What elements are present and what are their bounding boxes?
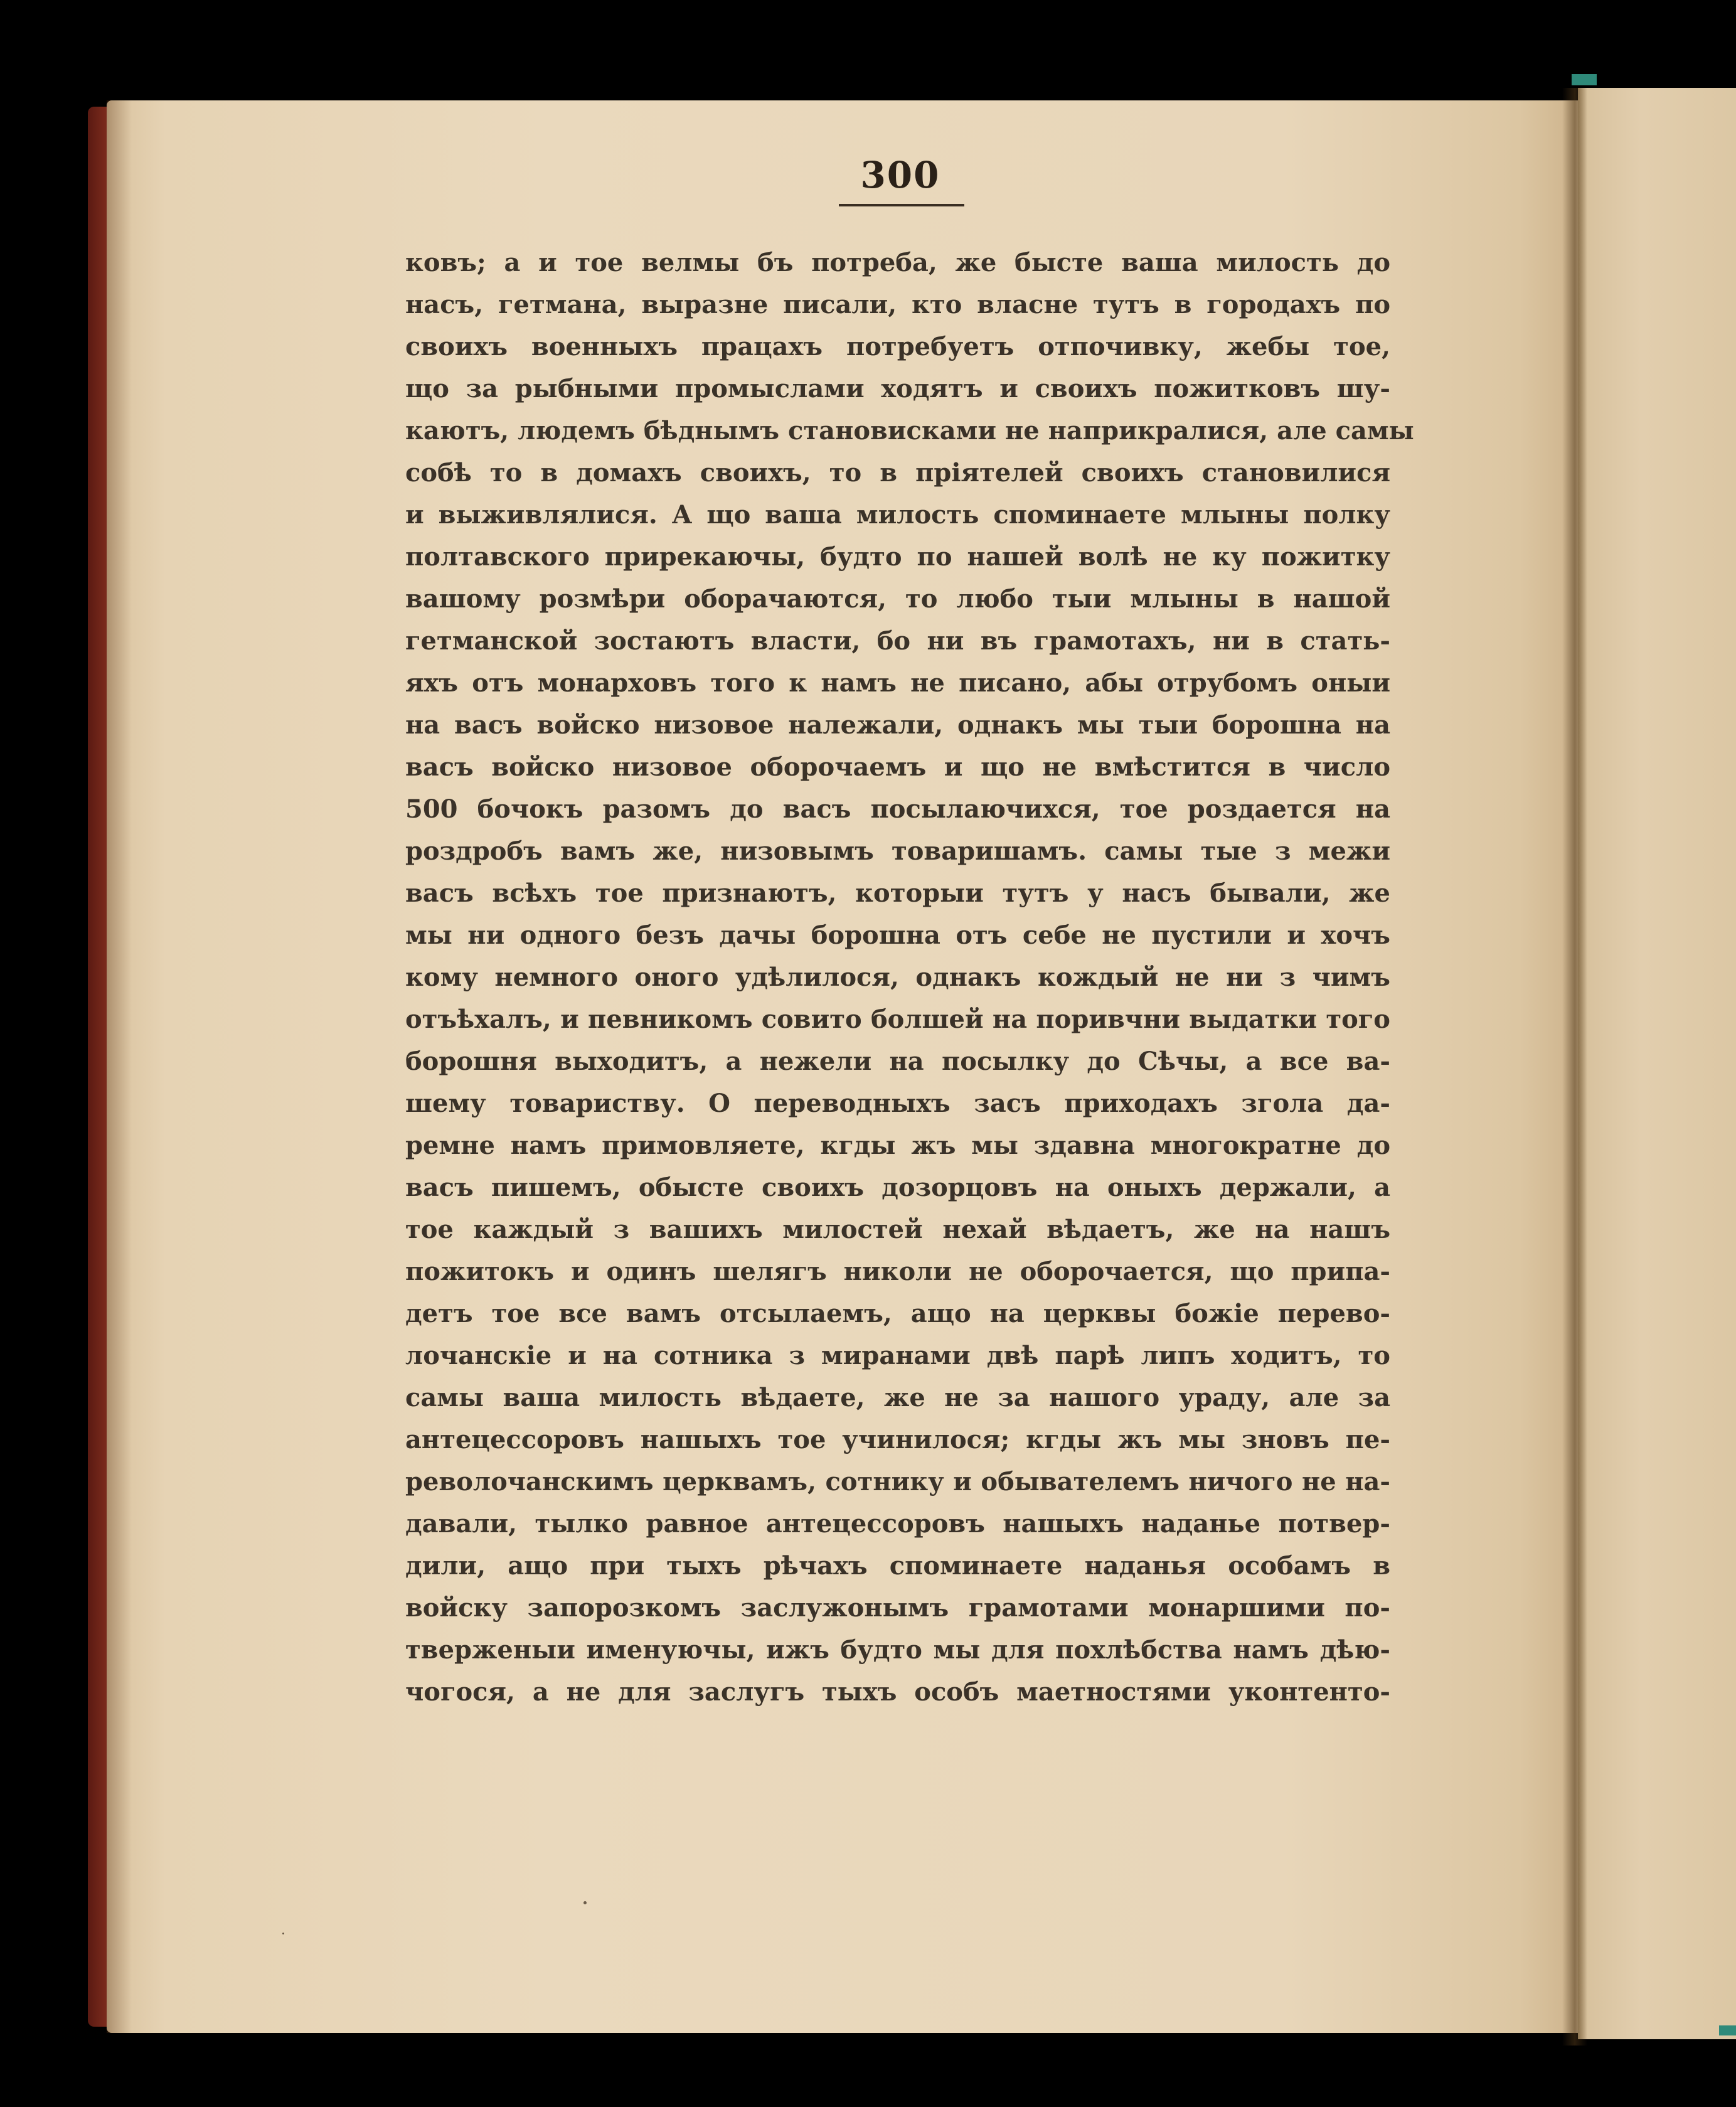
text-line: борошня выходитъ, а нежели на посылку до Сѣчы, а все ва-	[405, 1047, 1390, 1076]
text-line: 500 бочокъ разомъ до васъ посылаючихся, тое роздается на	[405, 794, 1390, 824]
page-gutter	[1562, 88, 1587, 2046]
text-line: на васъ войско низовое належали, однакъ мы тыи борошна на	[405, 710, 1390, 740]
text-line: чогося, а не для заслугъ тыхъ особъ маетностями уконтенто-	[405, 1677, 1390, 1707]
text-line: яхъ отъ монарховъ того к намъ не писано, абы отрубомъ оныи	[405, 668, 1390, 698]
text-line: гетманской зостаютъ власти, бо ни въ грамотахъ, ни в стать-	[405, 626, 1390, 656]
text-line: собѣ то в домахъ своихъ, то в пріятелей своихъ становилися	[405, 458, 1390, 488]
bookmark-thread-bottom	[1719, 2025, 1736, 2035]
text-line: давали, тылко равное антецессоровъ нашыхъ наданье потвер-	[405, 1509, 1390, 1539]
text-line: шему товариству. О переводныхъ засъ приходахъ згола да-	[405, 1089, 1390, 1118]
text-line: дили, ащо при тыхъ рѣчахъ споминаете наданья особамъ в	[405, 1551, 1390, 1581]
text-line: войску запорозкомъ заслужонымъ грамотами монаршими по-	[405, 1593, 1390, 1623]
next-page-edge	[1578, 88, 1736, 2039]
text-line: васъ войско низовое оборочаемъ и що не вмѣстится в число	[405, 752, 1390, 782]
text-line: ремне намъ примовляете, кгды жъ мы здавна многократне до	[405, 1131, 1390, 1160]
text-line: насъ, гетмана, выразне писали, кто власне тутъ в городахъ по	[405, 290, 1390, 319]
bookmark-thread-top	[1572, 74, 1597, 85]
text-line: пожитокъ и одинъ шелягъ николи не оборочается, що припа-	[405, 1257, 1390, 1286]
text-line: ковъ; а и тое велмы бъ потреба, же бысте ваша милость до	[405, 248, 1390, 277]
text-line: каютъ, людемъ бѣднымъ становисками не наприкралися, але самы	[405, 416, 1414, 445]
text-line: револочанскимъ церквамъ, сотнику и обывателемъ ничого не на-	[405, 1467, 1390, 1496]
text-line: васъ всѣхъ тое признаютъ, которыи тутъ у насъ бывали, же	[405, 878, 1390, 908]
paper-speck	[282, 1933, 284, 1934]
page-shadow	[107, 100, 132, 2033]
text-line: вашому розмѣри оборачаются, то любо тыи млыны в нашой	[405, 584, 1390, 614]
paper-speck	[583, 1901, 587, 1904]
page-number-rule	[839, 204, 964, 206]
text-line: полтавского прирекаючы, будто по нашей волѣ не ку пожитку	[405, 542, 1390, 572]
text-line: тверженыи именуючы, ижъ будто мы для похлѣбства намъ дѣю-	[405, 1635, 1390, 1665]
body-text	[405, 242, 1414, 1713]
text-line: лочанскіе и на сотника з миранами двѣ парѣ липъ ходитъ, то	[405, 1341, 1390, 1370]
text-line: кому немного оного удѣлилося, однакъ кождый не ни з чимъ	[405, 963, 1390, 992]
text-line: детъ тое все вамъ отсылаемъ, ащо на церквы божіе перево-	[405, 1299, 1390, 1328]
text-line: мы ни одного безъ дачы борошна отъ себе не пустили и хочъ	[405, 920, 1390, 950]
text-line: антецессоровъ нашыхъ тое учинилося; кгды жъ мы зновъ пе-	[405, 1425, 1390, 1454]
text-line: своихъ военныхъ працахъ потребуетъ отпочивку, жебы тое,	[405, 332, 1390, 361]
page-number: 300	[860, 154, 940, 196]
text-line: роздробъ вамъ же, низовымъ товаришамъ. самы тые з межи	[405, 836, 1390, 866]
text-line: самы ваша милость вѣдаете, же не за нашого ураду, але за	[405, 1383, 1390, 1412]
text-line: тое каждый з вашихъ милостей нехай вѣдаетъ, же на нашъ	[405, 1215, 1390, 1244]
text-line: що за рыбными промыслами ходятъ и своихъ пожитковъ шу-	[405, 374, 1390, 403]
text-line: и выживлялися. А що ваша милость споминаете млыны полку	[405, 500, 1390, 530]
text-line: отъѣхалъ, и певникомъ совито болшей на поривчни выдатки того	[405, 1005, 1390, 1034]
text-line: васъ пишемъ, обысте своихъ дозорцовъ на оныхъ держали, а	[405, 1173, 1390, 1202]
